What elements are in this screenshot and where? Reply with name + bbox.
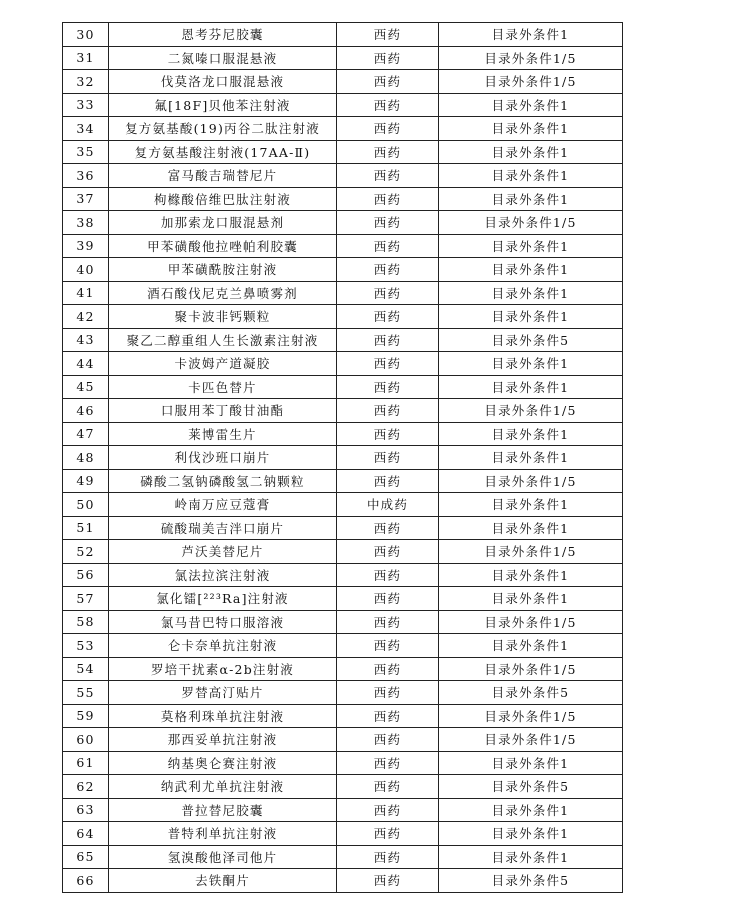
drug-type-cell: 西药: [337, 657, 439, 681]
row-number-cell: 33: [63, 93, 109, 117]
drug-list-table: [62, 22, 623, 893]
drug-type-cell: 西药: [337, 798, 439, 822]
table-row: [63, 164, 623, 188]
drug-name-cell: 莱博雷生片: [109, 422, 337, 446]
drug-type-cell: 西药: [337, 258, 439, 282]
drug-name-cell: 富马酸吉瑞替尼片: [109, 164, 337, 188]
drug-type-cell: 西药: [337, 751, 439, 775]
drug-type-cell: 西药: [337, 352, 439, 376]
payment-condition-cell: 目录外条件1: [439, 164, 623, 188]
row-number-cell: 36: [63, 164, 109, 188]
table-row: [63, 422, 623, 446]
payment-condition-cell: 目录外条件1: [439, 587, 623, 611]
drug-type-cell: 西药: [337, 775, 439, 799]
row-number-cell: 52: [63, 540, 109, 564]
payment-condition-cell: 目录外条件1: [439, 798, 623, 822]
row-number-cell: 53: [63, 634, 109, 658]
drug-name-cell: 罗培干扰素α-2b注射液: [109, 657, 337, 681]
row-number-cell: 57: [63, 587, 109, 611]
row-number-cell: 54: [63, 657, 109, 681]
drug-name-cell: 复方氨基酸(19)丙谷二肽注射液: [109, 117, 337, 141]
drug-type-cell: 西药: [337, 399, 439, 423]
drug-name-cell: 芦沃美替尼片: [109, 540, 337, 564]
drug-type-cell: 西药: [337, 93, 439, 117]
drug-name-cell: 罗替高汀贴片: [109, 681, 337, 705]
drug-type-cell: 西药: [337, 422, 439, 446]
payment-condition-cell: 目录外条件1/5: [439, 540, 623, 564]
payment-condition-cell: 目录外条件1/5: [439, 657, 623, 681]
row-number-cell: 47: [63, 422, 109, 446]
table-row: [63, 187, 623, 211]
row-number-cell: 31: [63, 46, 109, 70]
row-number-cell: 50: [63, 493, 109, 517]
drug-type-cell: 西药: [337, 164, 439, 188]
drug-name-cell: 氯法拉滨注射液: [109, 563, 337, 587]
row-number-cell: 51: [63, 516, 109, 540]
drug-type-cell: 中成药: [337, 493, 439, 517]
drug-name-cell: 加那索龙口服混悬剂: [109, 211, 337, 235]
payment-condition-cell: 目录外条件1: [439, 634, 623, 658]
drug-name-cell: 纳武利尤单抗注射液: [109, 775, 337, 799]
drug-name-cell: 二氮嗪口服混悬液: [109, 46, 337, 70]
drug-type-cell: 西药: [337, 540, 439, 564]
drug-name-cell: 仑卡奈单抗注射液: [109, 634, 337, 658]
row-number-cell: 30: [63, 23, 109, 47]
payment-condition-cell: 目录外条件1: [439, 117, 623, 141]
table-row: [63, 587, 623, 611]
table-row: [63, 23, 623, 47]
drug-type-cell: 西药: [337, 704, 439, 728]
table-row: [63, 328, 623, 352]
row-number-cell: 41: [63, 281, 109, 305]
row-number-cell: 32: [63, 70, 109, 94]
drug-type-cell: 西药: [337, 634, 439, 658]
drug-name-cell: 普拉替尼胶囊: [109, 798, 337, 822]
payment-condition-cell: 目录外条件1: [439, 493, 623, 517]
drug-type-cell: 西药: [337, 234, 439, 258]
payment-condition-cell: 目录外条件1: [439, 305, 623, 329]
table-row: [63, 375, 623, 399]
drug-name-cell: 莫格利珠单抗注射液: [109, 704, 337, 728]
table-row: [63, 869, 623, 893]
drug-name-cell: 聚乙二醇重组人生长激素注射液: [109, 328, 337, 352]
payment-condition-cell: 目录外条件1: [439, 845, 623, 869]
table-row: [63, 728, 623, 752]
row-number-cell: 35: [63, 140, 109, 164]
row-number-cell: 45: [63, 375, 109, 399]
payment-condition-cell: 目录外条件1: [439, 23, 623, 47]
drug-name-cell: 纳基奥仑赛注射液: [109, 751, 337, 775]
table-row: [63, 93, 623, 117]
drug-name-cell: 去铁酮片: [109, 869, 337, 893]
table-row: [63, 681, 623, 705]
row-number-cell: 64: [63, 822, 109, 846]
row-number-cell: 46: [63, 399, 109, 423]
payment-condition-cell: 目录外条件1/5: [439, 46, 623, 70]
drug-name-cell: 利伐沙班口崩片: [109, 446, 337, 470]
row-number-cell: 37: [63, 187, 109, 211]
row-number-cell: 56: [63, 563, 109, 587]
payment-condition-cell: 目录外条件1/5: [439, 70, 623, 94]
table-row: [63, 610, 623, 634]
row-number-cell: 60: [63, 728, 109, 752]
table-row: [63, 281, 623, 305]
drug-name-cell: 恩考芬尼胶囊: [109, 23, 337, 47]
table-row: [63, 798, 623, 822]
payment-condition-cell: 目录外条件1: [439, 563, 623, 587]
drug-name-cell: 甲苯磺酸他拉唑帕利胶囊: [109, 234, 337, 258]
table-row: [63, 258, 623, 282]
table-row: [63, 305, 623, 329]
payment-condition-cell: 目录外条件5: [439, 681, 623, 705]
drug-type-cell: 西药: [337, 23, 439, 47]
table-row: [63, 563, 623, 587]
drug-type-cell: 西药: [337, 728, 439, 752]
table-row: [63, 399, 623, 423]
drug-type-cell: 西药: [337, 305, 439, 329]
table-row: [63, 540, 623, 564]
drug-name-cell: 聚卡波非钙颗粒: [109, 305, 337, 329]
drug-type-cell: 西药: [337, 117, 439, 141]
drug-type-cell: 西药: [337, 446, 439, 470]
table-row: [63, 446, 623, 470]
payment-condition-cell: 目录外条件1: [439, 140, 623, 164]
row-number-cell: 55: [63, 681, 109, 705]
payment-condition-cell: 目录外条件1/5: [439, 704, 623, 728]
drug-type-cell: 西药: [337, 845, 439, 869]
payment-condition-cell: 目录外条件1: [439, 281, 623, 305]
table-row: [63, 211, 623, 235]
drug-name-cell: 复方氨基酸注射液(17AA-Ⅱ): [109, 140, 337, 164]
drug-type-cell: 西药: [337, 328, 439, 352]
drug-name-cell: 卡匹色替片: [109, 375, 337, 399]
payment-condition-cell: 目录外条件1: [439, 822, 623, 846]
drug-name-cell: 酒石酸伐尼克兰鼻喷雾剂: [109, 281, 337, 305]
payment-condition-cell: 目录外条件1: [439, 751, 623, 775]
drug-type-cell: 西药: [337, 70, 439, 94]
drug-name-cell: 普特利单抗注射液: [109, 822, 337, 846]
row-number-cell: 65: [63, 845, 109, 869]
row-number-cell: 62: [63, 775, 109, 799]
table-row: [63, 751, 623, 775]
drug-type-cell: 西药: [337, 869, 439, 893]
table-row: [63, 634, 623, 658]
drug-name-cell: 氢溴酸他泽司他片: [109, 845, 337, 869]
payment-condition-cell: 目录外条件1: [439, 422, 623, 446]
drug-name-cell: 甲苯磺酰胺注射液: [109, 258, 337, 282]
drug-type-cell: 西药: [337, 46, 439, 70]
drug-name-cell: 卡波姆产道凝胶: [109, 352, 337, 376]
payment-condition-cell: 目录外条件1: [439, 375, 623, 399]
row-number-cell: 38: [63, 211, 109, 235]
payment-condition-cell: 目录外条件1: [439, 352, 623, 376]
table-row: [63, 70, 623, 94]
row-number-cell: 48: [63, 446, 109, 470]
payment-condition-cell: 目录外条件1/5: [439, 211, 623, 235]
drug-type-cell: 西药: [337, 281, 439, 305]
row-number-cell: 39: [63, 234, 109, 258]
drug-name-cell: 氯化镭[²²³Ra]注射液: [109, 587, 337, 611]
drug-type-cell: 西药: [337, 187, 439, 211]
drug-name-cell: 氯马昔巴特口服溶液: [109, 610, 337, 634]
row-number-cell: 34: [63, 117, 109, 141]
payment-condition-cell: 目录外条件1: [439, 258, 623, 282]
table-row: [63, 516, 623, 540]
drug-type-cell: 西药: [337, 516, 439, 540]
row-number-cell: 63: [63, 798, 109, 822]
drug-name-cell: 伐莫洛龙口服混悬液: [109, 70, 337, 94]
drug-name-cell: 枸橼酸倍维巴肽注射液: [109, 187, 337, 211]
table-body: [63, 23, 623, 893]
row-number-cell: 61: [63, 751, 109, 775]
table-row: [63, 469, 623, 493]
drug-name-cell: 那西妥单抗注射液: [109, 728, 337, 752]
payment-condition-cell: 目录外条件5: [439, 869, 623, 893]
payment-condition-cell: 目录外条件5: [439, 775, 623, 799]
drug-type-cell: 西药: [337, 822, 439, 846]
payment-condition-cell: 目录外条件1/5: [439, 399, 623, 423]
table-row: [63, 234, 623, 258]
row-number-cell: 49: [63, 469, 109, 493]
drug-name-cell: 磷酸二氢钠磷酸氢二钠颗粒: [109, 469, 337, 493]
payment-condition-cell: 目录外条件1: [439, 446, 623, 470]
row-number-cell: 58: [63, 610, 109, 634]
table-row: [63, 140, 623, 164]
row-number-cell: 44: [63, 352, 109, 376]
table-row: [63, 704, 623, 728]
table-row: [63, 845, 623, 869]
drug-type-cell: 西药: [337, 587, 439, 611]
table-row: [63, 117, 623, 141]
table-row: [63, 822, 623, 846]
row-number-cell: 59: [63, 704, 109, 728]
drug-type-cell: 西药: [337, 211, 439, 235]
drug-type-cell: 西药: [337, 469, 439, 493]
payment-condition-cell: 目录外条件1/5: [439, 728, 623, 752]
drug-type-cell: 西药: [337, 140, 439, 164]
payment-condition-cell: 目录外条件1: [439, 93, 623, 117]
table-row: [63, 352, 623, 376]
drug-name-cell: 硫酸瑞美吉泮口崩片: [109, 516, 337, 540]
payment-condition-cell: 目录外条件5: [439, 328, 623, 352]
payment-condition-cell: 目录外条件1: [439, 234, 623, 258]
table-row: [63, 493, 623, 517]
payment-condition-cell: 目录外条件1: [439, 187, 623, 211]
table-row: [63, 46, 623, 70]
row-number-cell: 42: [63, 305, 109, 329]
drug-type-cell: 西药: [337, 563, 439, 587]
drug-type-cell: 西药: [337, 375, 439, 399]
drug-name-cell: 岭南万应豆蔻膏: [109, 493, 337, 517]
table-row: [63, 775, 623, 799]
payment-condition-cell: 目录外条件1/5: [439, 610, 623, 634]
row-number-cell: 66: [63, 869, 109, 893]
row-number-cell: 43: [63, 328, 109, 352]
payment-condition-cell: 目录外条件1: [439, 516, 623, 540]
drug-type-cell: 西药: [337, 610, 439, 634]
payment-condition-cell: 目录外条件1/5: [439, 469, 623, 493]
row-number-cell: 40: [63, 258, 109, 282]
drug-name-cell: 口服用苯丁酸甘油酯: [109, 399, 337, 423]
drug-name-cell: 氟[18F]贝他苯注射液: [109, 93, 337, 117]
drug-type-cell: 西药: [337, 681, 439, 705]
table-row: [63, 657, 623, 681]
